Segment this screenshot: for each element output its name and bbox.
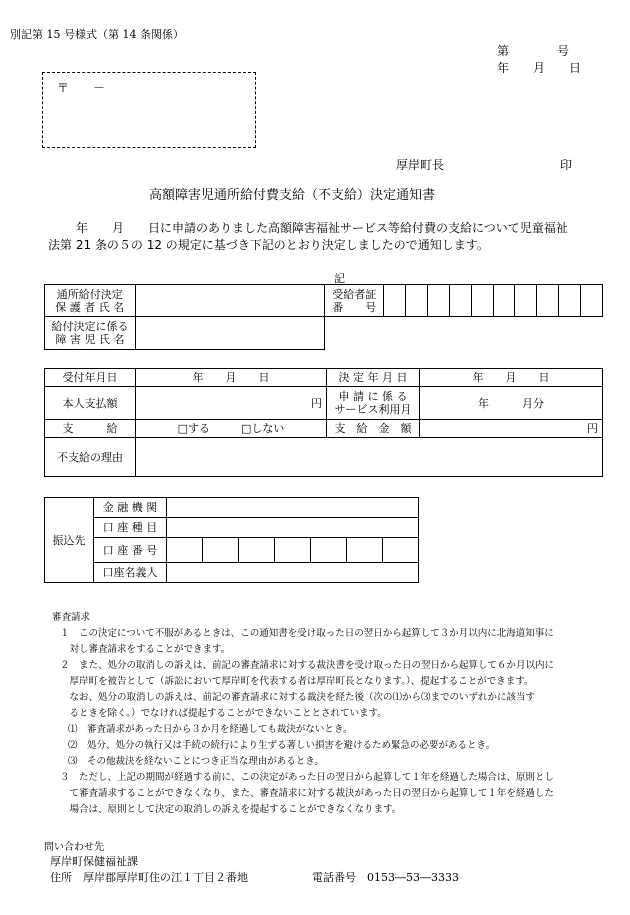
- contact-phone: 電話番号 0153―53―3333: [312, 871, 459, 884]
- address-window: [42, 72, 256, 148]
- service-month-field[interactable]: 年 月分: [420, 387, 603, 420]
- amount-field[interactable]: 円: [420, 420, 603, 438]
- certificate-label: 受給者証 番 号: [325, 285, 384, 317]
- certificate-digit[interactable]: [427, 285, 449, 317]
- certificate-digit[interactable]: [559, 285, 581, 317]
- review-line: ⑵ 処分、処分の執行又は手続の続行により生ずる著しい損害を避けるため緊急の必要があるとき。: [68, 740, 496, 751]
- account-number-digit[interactable]: [311, 538, 347, 563]
- guardian-name-field[interactable]: [135, 285, 325, 317]
- seal-mark: 印: [560, 158, 573, 172]
- account-number-digit[interactable]: [167, 538, 203, 563]
- account-type-label: 口 座 種 目: [94, 518, 167, 538]
- review-line: １ この決定について不服があるときは、この通知書を受け取った日の翌日から起算して３か月以内に北海道知事に: [60, 628, 554, 639]
- self-pay-field[interactable]: 円: [136, 387, 327, 420]
- guardian-label: 通所給付決定 保 護 者 氏 名: [45, 285, 136, 317]
- account-number-digit[interactable]: [239, 538, 275, 563]
- review-line: ⑴ 審査請求があった日から３か月を経過しても裁決がないとき。: [68, 724, 353, 735]
- amount-label: 支 給 金 額: [327, 420, 420, 438]
- service-month-label: 申 請 に 係 る サービス利用月: [327, 387, 420, 420]
- document-title: 高額障害児通所給付費支給（不支給）決定通知書: [149, 188, 436, 203]
- certificate-digit[interactable]: [471, 285, 493, 317]
- review-line: て審査請求することができなくなり、また、審査請求に対する裁決があった日の翌日から起算して１年を経過した: [60, 788, 554, 799]
- account-holder-field[interactable]: [167, 563, 419, 583]
- review-line: ３ ただし、上記の期間が経過する前に、この決定があった日の翌日から起算して１年を経過した場合は、原則とし: [60, 772, 554, 783]
- child-table: [44, 316, 325, 350]
- certificate-digit[interactable]: [515, 285, 537, 317]
- payment-yes-checkbox[interactable]: □する: [177, 422, 210, 435]
- account-number-digit[interactable]: [203, 538, 239, 563]
- bank-table: [44, 497, 419, 583]
- received-date-label: 受付年月日: [45, 369, 136, 387]
- review-line: なお、処分の取消しの訴えは、前記の審査請求に対する裁決を経た後（次の⑴から⑶までのいずれかに該当す: [60, 692, 536, 703]
- certificate-digit[interactable]: [493, 285, 515, 317]
- certificate-digit[interactable]: [449, 285, 471, 317]
- reason-label: 不支給の理由: [45, 438, 136, 477]
- account-number-label: 口 座 番 号: [94, 538, 167, 563]
- child-label: 給付決定に係る 障 害 児 氏 名: [45, 317, 136, 350]
- review-notes: [52, 610, 600, 818]
- payment-no-checkbox[interactable]: □しない: [241, 422, 285, 435]
- ki-heading: 記: [334, 272, 345, 285]
- bank-institution-label: 金 融 機 関: [94, 498, 167, 518]
- bank-institution-field[interactable]: [167, 498, 419, 518]
- document-date: 年 月 日: [497, 61, 582, 75]
- review-line: るときを除く。）でなければ提起することができないこととされています。: [60, 708, 387, 719]
- decision-date-label: 決 定 年 月 日: [327, 369, 420, 387]
- contact-address: 住所 厚岸郡厚岸町住の江１丁目２番地: [50, 871, 248, 884]
- document-number: 第 号: [497, 44, 570, 58]
- certificate-digit[interactable]: [406, 285, 428, 317]
- reason-field[interactable]: [136, 438, 603, 477]
- received-date-field[interactable]: 年 月 日: [136, 369, 327, 387]
- account-number-digit[interactable]: [383, 538, 419, 563]
- issuer-name: 厚岸町長: [396, 158, 445, 172]
- account-holder-label: 口座名義人: [94, 563, 167, 583]
- review-line: 場合は、原則として決定の取消しの訴えを提起することができなくなります。: [60, 804, 402, 815]
- review-line: ２ また、処分の取消しの訴えは、前記の審査請求に対する裁決書を受け取った日の翌日から起算して６か月以内に: [60, 660, 555, 671]
- account-type-field[interactable]: [167, 518, 419, 538]
- self-pay-label: 本人支払額: [45, 387, 136, 420]
- contact-heading: 問い合わせ先: [44, 842, 104, 853]
- recipient-table: [44, 284, 603, 317]
- account-number-digit[interactable]: [347, 538, 383, 563]
- certificate-digit[interactable]: [581, 285, 603, 317]
- certificate-digit[interactable]: [384, 285, 406, 317]
- form-id: 別記第 15 号様式（第 14 条関係）: [10, 28, 184, 41]
- account-number-digit[interactable]: [275, 538, 311, 563]
- intro-line-1: 年 月 日に申請のありました高額障害福祉サービス等給付費の支給について児童福祉: [76, 221, 568, 235]
- child-name-field[interactable]: [136, 317, 325, 350]
- payment-label: 支 給: [45, 420, 136, 438]
- intro-line-2: 法第 21 条の５の 12 の規定に基づき下記のとおり決定しましたので通知します。: [48, 238, 489, 252]
- review-line: 対し審査請求をすることができます。: [60, 644, 231, 655]
- review-heading: 審査請求: [52, 612, 91, 623]
- payment-options: [136, 420, 327, 438]
- postal-mark: 〒 －: [57, 81, 106, 95]
- bank-group-label: 振込先: [45, 498, 94, 583]
- review-line: 厚岸町を被告として（訴訟において厚岸町を代表する者は厚岸町長となります。）、提起することができます。: [60, 676, 534, 687]
- decision-date-field[interactable]: 年 月 日: [420, 369, 603, 387]
- certificate-digit[interactable]: [537, 285, 559, 317]
- review-line: ⑶ その他裁決を経ないことにつき正当な理由があるとき。: [68, 756, 324, 767]
- contact-department: 厚岸町保健福祉課: [50, 855, 138, 868]
- decision-table: [44, 368, 603, 477]
